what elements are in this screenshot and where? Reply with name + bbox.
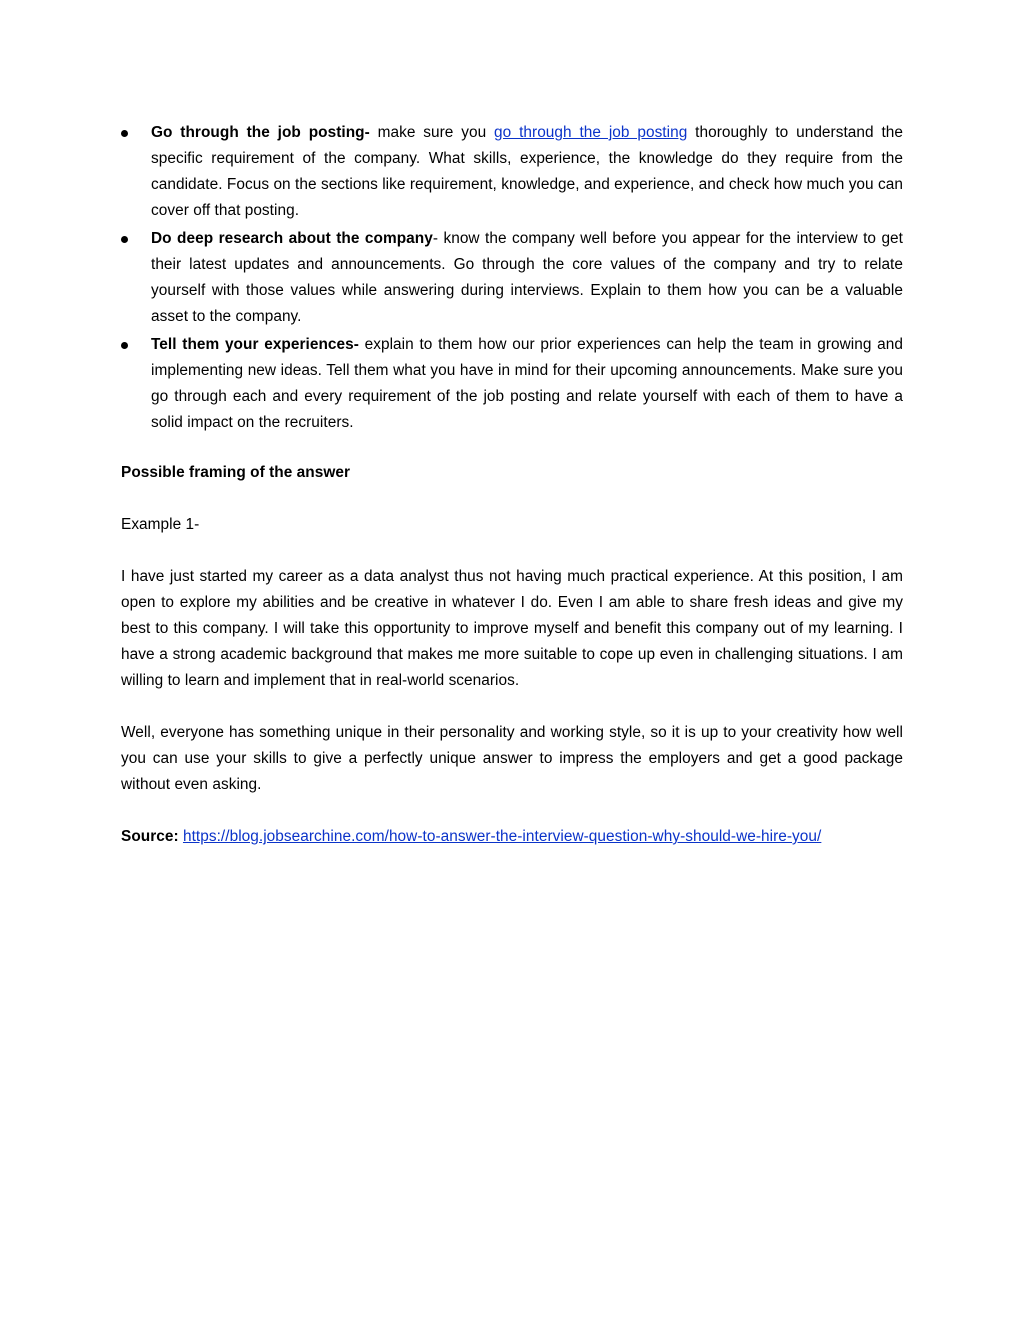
bullet-icon bbox=[121, 236, 128, 243]
list-item bbox=[121, 226, 903, 330]
bullet-lead: Tell them your experiences- bbox=[151, 336, 359, 353]
job-posting-link[interactable]: go through the job posting bbox=[494, 124, 688, 141]
bullet-text: make sure you bbox=[369, 124, 495, 141]
source-label: Source: bbox=[121, 828, 179, 845]
bullet-text: explain to them how our prior experiences can help the team in growing and implementing new ideas. Tell them what you have in mind for their upcoming announcements. Make sure you go through each and every requirement of the job posting and relate yourself with each of them to have a solid impact on the recruiters. bbox=[151, 336, 903, 431]
bullet-lead: Do deep research about the company bbox=[151, 230, 433, 247]
bullet-icon bbox=[121, 342, 128, 349]
example-label: Example 1- bbox=[121, 516, 200, 533]
bullet-text: thoroughly to understand the specific requirement of the company. What skills, experience, the knowledge do they require from the candidate. Focus on the sections like requirement, knowledge, and experience, and check how much you can cover off that posting. bbox=[151, 124, 903, 219]
bullet-text: - know the company well before you appear for the interview to get their latest updates and announcements. Go through the core values of the company and try to relate yourself with those values while answering during interviews. Explain to them how you can be a valuable asset to the company. bbox=[151, 230, 903, 325]
example-paragraph: I have just started my career as a data analyst thus not having much practical experience. At this position, I am open to explore my abilities and be creative in whatever I do. Even I am able to share fresh ideas and give my best to this company. I will take this opportunity to improve myself and benefit this company out of my learning. I have a strong academic background that makes me more suitable to cope up even in challenging situations. I am willing to learn and implement that in real-world scenarios. bbox=[121, 568, 903, 689]
closing-paragraph: Well, everyone has something unique in their personality and working style, so it is up to your creativity how well you can use your skills to give a perfectly unique answer to impress the employers and get a good package without even asking. bbox=[121, 724, 903, 793]
section-heading: Possible framing of the answer bbox=[121, 464, 350, 481]
tips-list bbox=[121, 120, 903, 436]
list-item bbox=[121, 120, 903, 224]
list-item bbox=[121, 332, 903, 436]
bullet-lead: Go through the job posting- bbox=[151, 124, 370, 141]
page-content bbox=[121, 120, 903, 850]
source-link[interactable]: https://blog.jobsearchine.com/how-to-answer-the-interview-question-why-should-we-hire-you/ bbox=[182, 828, 822, 845]
bullet-icon bbox=[121, 130, 128, 137]
source-line bbox=[121, 824, 903, 850]
